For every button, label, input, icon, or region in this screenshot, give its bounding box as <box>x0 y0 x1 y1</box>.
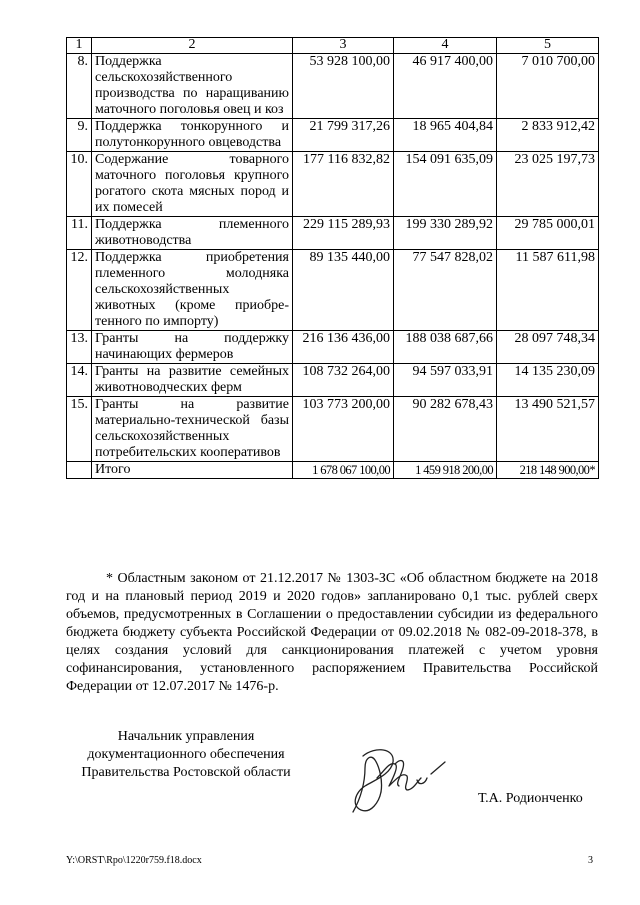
signatory-name: Т.А. Родионченко <box>478 791 583 806</box>
value-col5: 28 097 748,34 <box>497 331 599 364</box>
position-line: документационного обеспечения <box>87 747 285 762</box>
table-row <box>67 152 599 217</box>
value-col5: 14 135 230,09 <box>497 364 599 397</box>
row-number: 15. <box>67 397 92 462</box>
total-col5: 218 148 900,00* <box>497 462 599 479</box>
signatory-position <box>66 728 306 782</box>
table-body <box>67 38 599 479</box>
header-cell-1: 1 <box>67 38 92 54</box>
value-col5: 7 010 700,00 <box>497 54 599 119</box>
row-description: Гранты на поддержку начинающих фермеров <box>92 331 293 364</box>
table-row <box>67 331 599 364</box>
total-number <box>67 462 92 479</box>
value-col5: 29 785 000,01 <box>497 217 599 250</box>
table-row <box>67 397 599 462</box>
table-row <box>67 119 599 152</box>
header-cell-3: 3 <box>293 38 394 54</box>
value-col4: 18 965 404,84 <box>394 119 497 152</box>
table-row <box>67 217 599 250</box>
page-number: 3 <box>588 855 593 866</box>
row-number: 10. <box>67 152 92 217</box>
value-col3: 177 116 832,82 <box>293 152 394 217</box>
value-col3: 108 732 264,00 <box>293 364 394 397</box>
row-description: Поддержка племенного животноводства <box>92 217 293 250</box>
position-line: Начальник управления <box>117 729 255 744</box>
total-label: Итого <box>92 462 293 479</box>
value-col5: 11 587 611,98 <box>497 250 599 331</box>
value-col3: 103 773 200,00 <box>293 397 394 462</box>
value-col3: 89 135 440,00 <box>293 250 394 331</box>
row-description: Поддержка тонкорунного и полутонкорунного овцеводства <box>92 119 293 152</box>
row-description: Гранты на развитие материально-технической базы сельскохозяйственных потребительских кооперативов <box>92 397 293 462</box>
value-col4: 46 917 400,00 <box>394 54 497 119</box>
row-description: Поддержка приобретения племенного молодняка сельскохозяйственных животных (кроме приобретенного по импорту) <box>92 250 293 331</box>
table-row <box>67 250 599 331</box>
table-row <box>67 54 599 119</box>
file-path: Y:\ORST\Rpo\1220r759.f18.docx <box>66 855 202 866</box>
row-number: 13. <box>67 331 92 364</box>
total-col3: 1 678 067 100,00 <box>293 462 394 479</box>
row-number: 9. <box>67 119 92 152</box>
value-col3: 21 799 317,26 <box>293 119 394 152</box>
row-number: 12. <box>67 250 92 331</box>
value-col4: 199 330 289,92 <box>394 217 497 250</box>
total-col4: 1 459 918 200,00 <box>394 462 497 479</box>
row-number: 14. <box>67 364 92 397</box>
value-col5: 23 025 197,73 <box>497 152 599 217</box>
value-col4: 90 282 678,43 <box>394 397 497 462</box>
value-col3: 229 115 289,93 <box>293 217 394 250</box>
row-description: Содержание товарного маточного поголовья крупного рогатого скота мясных пород и их помесей <box>92 152 293 217</box>
value-col4: 94 597 033,91 <box>394 364 497 397</box>
subsidy-table <box>66 37 599 479</box>
row-number: 11. <box>67 217 92 250</box>
value-col5: 2 833 912,42 <box>497 119 599 152</box>
value-col4: 77 547 828,02 <box>394 250 497 331</box>
table-header-row <box>67 38 599 54</box>
value-col3: 53 928 100,00 <box>293 54 394 119</box>
handwritten-signature <box>335 740 450 820</box>
footnote: * Областным законом от 21.12.2017 № 1303-ЗС «Об областном бюджете на 2018 год и на плановый период 2019 и 2020 годов» запланировано 0,1 тыс. рублей сверх объемов, предусмотренных в Соглашении о предоставлении субсидии из федерального бюджета бюджету субъекта Российской Федерации от 09.02.2018 № 082-09-2018-378, в целях создания условий для санкционирования платежей с учетом уровня софинансирования, установленного распоряжением Правительства Российской Федерации от 12.07.2017 № 1476-р. <box>66 571 598 694</box>
header-cell-5: 5 <box>497 38 599 54</box>
row-number: 8. <box>67 54 92 119</box>
header-cell-2: 2 <box>92 38 293 54</box>
position-line: Правительства Ростовской области <box>81 765 291 780</box>
table-row <box>67 364 599 397</box>
value-col5: 13 490 521,57 <box>497 397 599 462</box>
value-col4: 154 091 635,09 <box>394 152 497 217</box>
row-description: Поддержка сельскохозяйственного производства по наращиванию маточного поголовья овец и коз <box>92 54 293 119</box>
total-row <box>67 462 599 479</box>
value-col4: 188 038 687,66 <box>394 331 497 364</box>
row-description: Гранты на развитие семейных животноводческих ферм <box>92 364 293 397</box>
value-col3: 216 136 436,00 <box>293 331 394 364</box>
header-cell-4: 4 <box>394 38 497 54</box>
